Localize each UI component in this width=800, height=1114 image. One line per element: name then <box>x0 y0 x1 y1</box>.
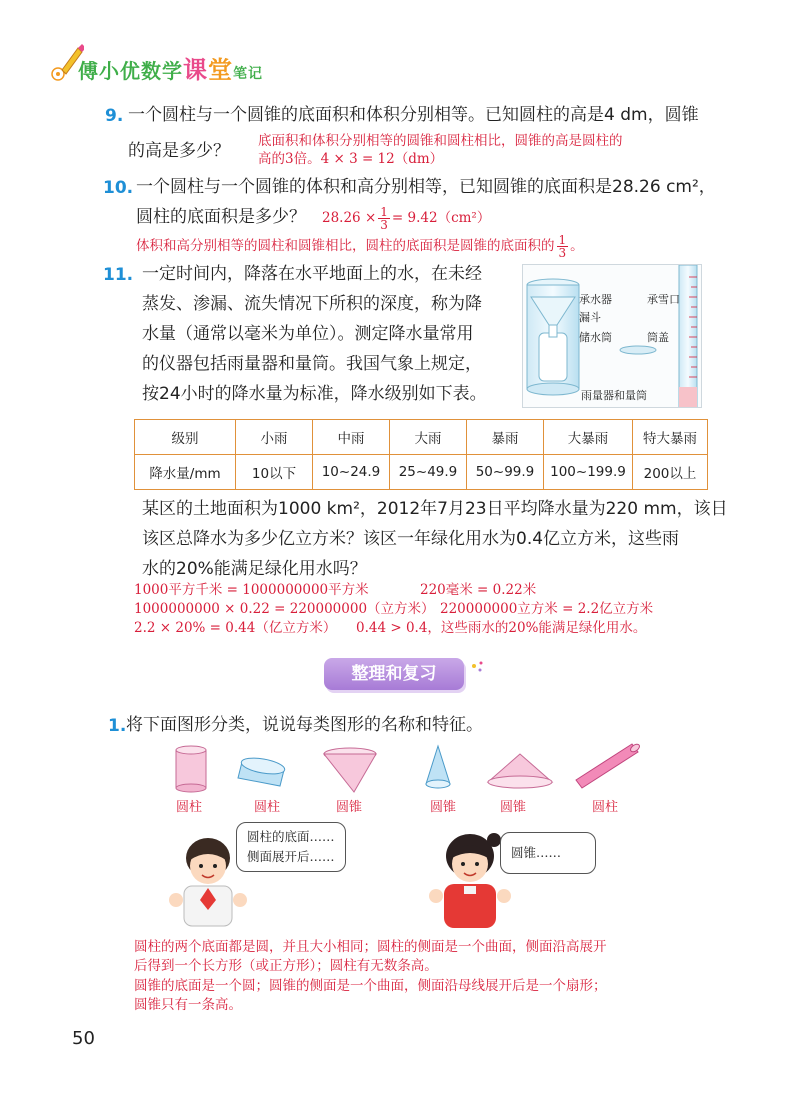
rain-gauge-figure <box>522 264 702 408</box>
q11-answer-line6: 0.44 > 0.4，这些雨水的20%能满足绿化用水。 <box>356 620 647 636</box>
q10-answer-line1 <box>322 206 490 231</box>
table-cell: 暴雨 <box>467 420 544 455</box>
table-row <box>135 455 708 490</box>
cone-icon <box>324 748 376 792</box>
q9-number: 9. <box>105 106 124 126</box>
q11-line5: 按24小时的降水量为标准，降水级别如下表。 <box>142 384 487 404</box>
girl-speech-bubble <box>500 832 596 874</box>
figure-label-snow: 承雪口 <box>647 293 680 306</box>
figure-caption: 雨量器和量筒 <box>581 389 647 402</box>
boy-bubble-line2: 侧面展开后…… <box>247 849 335 864</box>
shape-label-1: 圆柱 <box>176 800 203 815</box>
q10-number: 10. <box>103 178 134 198</box>
q9-line2: 的高是多少？ <box>128 141 230 161</box>
q10-frac2-num: 1 <box>558 233 567 247</box>
section-title-badge: 整理和复习 <box>324 658 464 690</box>
flat-cylinder-icon <box>238 755 286 786</box>
table-cell: 降水量/mm <box>135 455 236 490</box>
q9-answer-line2: 高的3倍。4 × 3 = 12（dm） <box>258 151 444 167</box>
q11-line2: 蒸发、渗漏、流失情况下所积的深度，称为降 <box>142 294 482 314</box>
table-cell: 大雨 <box>390 420 467 455</box>
r1-text: 将下面图形分类，说说每类图形的名称和特征。 <box>126 715 483 735</box>
q10-frac-den: 3 <box>380 218 388 232</box>
header-logo-brand: 傅小优数学 <box>78 59 183 83</box>
table-cell: 10~24.9 <box>313 455 390 490</box>
shape-label-3: 圆锥 <box>336 800 363 815</box>
q10-fraction-2 <box>557 234 569 259</box>
girl-bubble-text: 圆锥…… <box>511 845 562 860</box>
q10-line2: 圆柱的底面积是多少？ <box>136 207 306 227</box>
q10-answer2-post: 。 <box>570 238 584 254</box>
shapes-row <box>170 740 650 798</box>
table-cell: 大暴雨 <box>544 420 633 455</box>
r1-number: 1. <box>108 716 127 736</box>
q11-after-line3: 水的20%能满足绿化用水吗？ <box>142 559 367 579</box>
r1-answer-line1: 圆柱的两个底面都是圆，并且大小相同；圆柱的侧面是一个曲面，侧面沿高展开 <box>134 939 607 955</box>
q11-number: 11. <box>103 265 134 285</box>
header-logo-ke: 课 <box>183 56 208 84</box>
q9-answer-line1: 底面积和体积分别相等的圆锥和圆柱相比，圆锥的高是圆柱的 <box>258 133 623 149</box>
q11-answer-line3: 1000000000 × 0.22 = 220000000（立方米） <box>134 601 435 617</box>
q11-answer-line4: 220000000立方米 = 2.2亿立方米 <box>440 601 654 617</box>
boy-bubble-line1: 圆柱的底面…… <box>247 829 335 844</box>
rainfall-table <box>134 419 708 490</box>
q11-answer-line1: 1000平方千米 = 1000000000平方米 <box>134 582 369 598</box>
figure-label-collector: 承水器 <box>579 293 612 306</box>
q11-line4: 的仪器包括雨量器和量筒。我国气象上规定， <box>142 354 482 374</box>
q9-line1: 一个圆柱与一个圆锥的底面积和体积分别相等。已知圆柱的高是4 dm，圆锥 <box>128 105 699 125</box>
table-cell: 25~49.9 <box>390 455 467 490</box>
header-logo <box>78 50 263 85</box>
figure-label-funnel: 漏斗 <box>579 311 601 324</box>
q10-answer-line2 <box>136 234 584 259</box>
q11-answer-line2: 220毫米 = 0.22米 <box>420 582 537 598</box>
q10-line1: 一个圆柱与一个圆锥的体积和高分别相等，已知圆锥的底面积是28.26 cm²， <box>136 177 716 197</box>
q11-after-line2: 该区总降水为多少亿立方米？该区一年绿化用水为0.4亿立方米，这些雨 <box>142 529 680 549</box>
header-logo-notes: 笔记 <box>233 66 263 82</box>
long-cylinder-icon <box>576 743 641 788</box>
table-cell: 中雨 <box>313 420 390 455</box>
q10-frac-num: 1 <box>380 205 388 219</box>
q10-answer-post: = 9.42（cm²） <box>391 210 491 226</box>
q10-fraction <box>378 206 390 231</box>
q11-line3: 水量（通常以毫米为单位）。测定降水量常用 <box>142 324 474 344</box>
table-row <box>135 420 708 455</box>
page-number: 50 <box>72 1028 95 1049</box>
r1-answer-line4: 圆锥只有一条高。 <box>134 997 242 1013</box>
figure-label-bottle: 储水筒 <box>579 331 612 344</box>
cone-icon <box>488 754 552 788</box>
table-cell: 小雨 <box>236 420 313 455</box>
q10-answer-pre: 28.26 × <box>322 210 377 226</box>
r1-answer-line3: 圆锥的底面是一个圆；圆锥的侧面是一个曲面，侧面沿母线展开后是一个扇形； <box>134 978 607 994</box>
figure-label-lid: 筒盖 <box>647 331 669 344</box>
shape-label-4: 圆锥 <box>430 800 457 815</box>
rain-gauge-illustration <box>523 265 701 407</box>
q11-after-line1: 某区的土地面积为1000 km²，2012年7月23日平均降水量为220 mm，该日 <box>142 499 728 519</box>
header-logo-tang: 堂 <box>208 56 233 84</box>
table-cell: 200以上 <box>633 455 708 490</box>
cylinder-icon <box>176 746 206 792</box>
q11-line1: 一定时间内，降落在水平地面上的水，在未经 <box>142 264 482 284</box>
cone-icon <box>426 746 450 788</box>
table-cell: 特大暴雨 <box>633 420 708 455</box>
shape-label-2: 圆柱 <box>254 800 281 815</box>
shape-label-6: 圆柱 <box>592 800 619 815</box>
q10-frac2-den: 3 <box>558 246 567 260</box>
table-cell: 10以下 <box>236 455 313 490</box>
shape-label-5: 圆锥 <box>500 800 527 815</box>
q10-answer2-pre: 体积和高分别相等的圆柱和圆锥相比，圆柱的底面积是圆锥的底面积的 <box>136 238 555 254</box>
q11-answer-line5: 2.2 × 20% = 0.44（亿立方米） <box>134 620 337 636</box>
boy-speech-bubble <box>236 822 346 872</box>
table-cell: 100~199.9 <box>544 455 633 490</box>
table-cell: 50~99.9 <box>467 455 544 490</box>
table-cell: 级别 <box>135 420 236 455</box>
sparkle-icon <box>468 658 488 678</box>
r1-answer-line2: 后得到一个长方形（或正方形）；圆柱有无数条高。 <box>134 958 438 974</box>
